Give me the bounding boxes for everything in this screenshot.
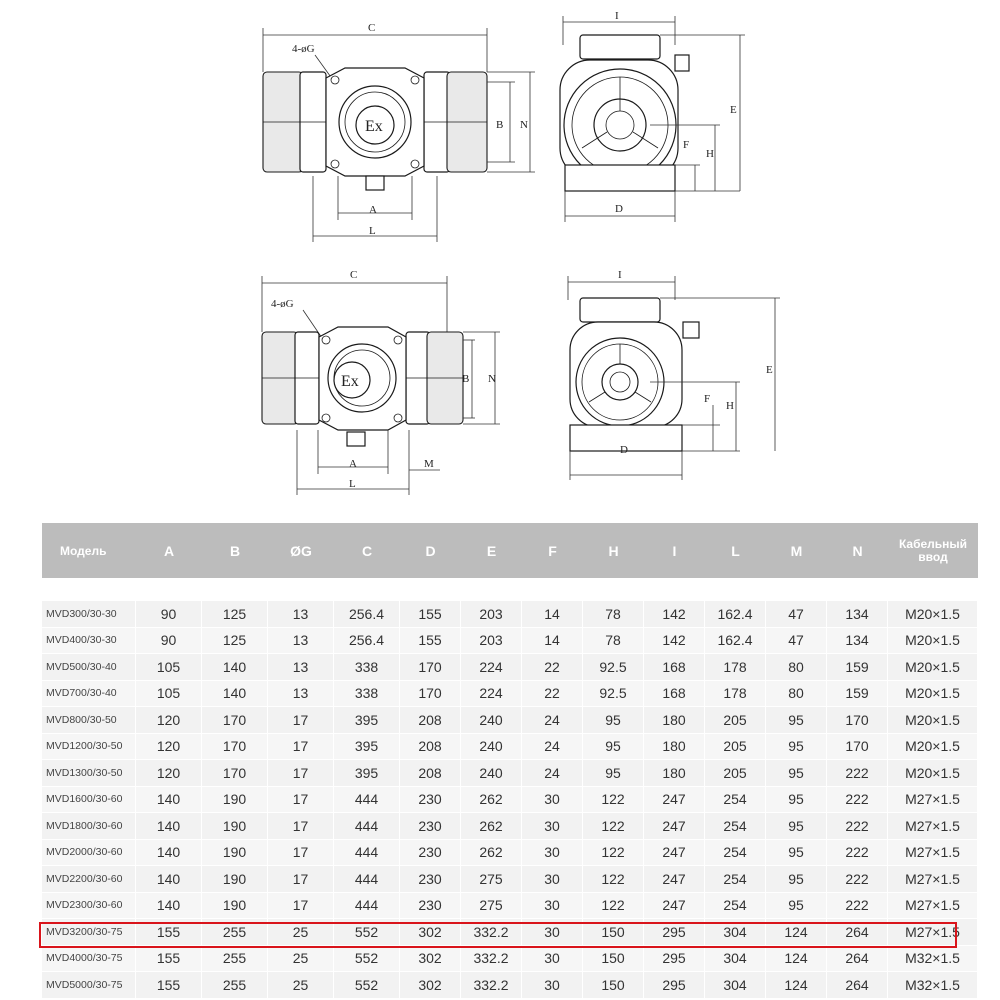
table-row	[42, 601, 978, 628]
side-dim-e-label: E	[730, 104, 737, 116]
value-cell: M20×1.5	[888, 681, 978, 708]
value-cell: 444	[334, 866, 400, 893]
value-cell: 332.2	[461, 919, 522, 946]
value-cell: 155	[400, 601, 461, 628]
value-cell: 30	[522, 866, 583, 893]
value-cell: 552	[334, 919, 400, 946]
side-dim-e-label-2: E	[766, 364, 773, 376]
value-cell: 140	[202, 681, 268, 708]
header-l: L	[705, 523, 766, 578]
value-cell: 30	[522, 813, 583, 840]
value-cell: 255	[202, 972, 268, 999]
value-cell: 247	[644, 787, 705, 814]
value-cell: 92.5	[583, 681, 644, 708]
value-cell: 134	[827, 601, 888, 628]
value-cell: 275	[461, 893, 522, 920]
model-cell: MVD400/30-30	[42, 628, 136, 655]
side-dim-i-label: I	[615, 10, 619, 22]
value-cell: 180	[644, 707, 705, 734]
bottom-side-view	[568, 269, 780, 480]
value-cell: 95	[766, 787, 827, 814]
value-cell: 122	[583, 787, 644, 814]
value-cell: 170	[400, 681, 461, 708]
model-cell: MVD5000/30-75	[42, 972, 136, 999]
table-row	[42, 866, 978, 893]
value-cell: 95	[583, 707, 644, 734]
value-cell: 155	[400, 628, 461, 655]
value-cell: 552	[334, 972, 400, 999]
value-cell: 24	[522, 707, 583, 734]
value-cell: 78	[583, 628, 644, 655]
dim-a-label: A	[369, 204, 377, 216]
dim-g-label-2: 4-øG	[271, 298, 294, 310]
value-cell: 25	[268, 972, 334, 999]
header-b: B	[202, 523, 268, 578]
value-cell: 168	[644, 654, 705, 681]
dim-b-label-2: B	[462, 373, 470, 385]
side-dim-h-label: H	[706, 148, 714, 160]
ex-mark-top: Ex	[365, 118, 383, 135]
dim-m-label: M	[424, 458, 434, 470]
value-cell: M27×1.5	[888, 840, 978, 867]
value-cell: 552	[334, 946, 400, 973]
dim-a-label-2: A	[349, 458, 357, 470]
value-cell: 162.4	[705, 601, 766, 628]
top-side-view	[560, 10, 745, 222]
value-cell: 140	[136, 787, 202, 814]
value-cell: 304	[705, 919, 766, 946]
value-cell: 125	[202, 601, 268, 628]
value-cell: 150	[583, 919, 644, 946]
value-cell: 255	[202, 919, 268, 946]
table-row	[42, 760, 978, 787]
value-cell: 222	[827, 787, 888, 814]
dim-l-label-2: L	[349, 478, 356, 490]
value-cell: 80	[766, 681, 827, 708]
value-cell: 155	[136, 919, 202, 946]
table-row	[42, 787, 978, 814]
value-cell: 140	[136, 866, 202, 893]
value-cell: 444	[334, 813, 400, 840]
value-cell: 13	[268, 601, 334, 628]
value-cell: M20×1.5	[888, 628, 978, 655]
value-cell: 170	[202, 707, 268, 734]
value-cell: 170	[202, 760, 268, 787]
value-cell: 262	[461, 787, 522, 814]
value-cell: 332.2	[461, 946, 522, 973]
value-cell: 262	[461, 813, 522, 840]
value-cell: 240	[461, 707, 522, 734]
value-cell: 178	[705, 654, 766, 681]
table-row	[42, 946, 978, 973]
table-body	[42, 578, 978, 999]
value-cell: 224	[461, 681, 522, 708]
model-cell: MVD3200/30-75	[42, 919, 136, 946]
value-cell: 230	[400, 866, 461, 893]
value-cell: 295	[644, 946, 705, 973]
value-cell: 95	[766, 760, 827, 787]
dim-c-label: C	[368, 22, 376, 34]
value-cell: 208	[400, 760, 461, 787]
value-cell: M20×1.5	[888, 601, 978, 628]
value-cell: 142	[644, 628, 705, 655]
value-cell: 24	[522, 734, 583, 761]
value-cell: 304	[705, 946, 766, 973]
dim-n-label-2: N	[488, 373, 496, 385]
value-cell: 17	[268, 734, 334, 761]
value-cell: 17	[268, 787, 334, 814]
value-cell: 134	[827, 628, 888, 655]
side-dim-h-label-2: H	[726, 400, 734, 412]
value-cell: 222	[827, 760, 888, 787]
value-cell: 17	[268, 840, 334, 867]
side-dim-f-label: F	[683, 139, 690, 151]
value-cell: 264	[827, 946, 888, 973]
value-cell: 17	[268, 760, 334, 787]
value-cell: 150	[583, 972, 644, 999]
header-d: D	[400, 523, 461, 578]
value-cell: 230	[400, 787, 461, 814]
header-n: N	[827, 523, 888, 578]
table-row	[42, 628, 978, 655]
dim-g-label: 4-øG	[292, 43, 315, 55]
value-cell: 105	[136, 681, 202, 708]
value-cell: 155	[136, 946, 202, 973]
model-cell: MVD800/30-50	[42, 707, 136, 734]
header-e: E	[461, 523, 522, 578]
value-cell: 140	[202, 654, 268, 681]
table-row	[42, 707, 978, 734]
value-cell: M20×1.5	[888, 760, 978, 787]
value-cell: 17	[268, 893, 334, 920]
value-cell: 95	[766, 866, 827, 893]
model-cell: MVD1300/30-50	[42, 760, 136, 787]
value-cell: 170	[202, 734, 268, 761]
header-cable: Кабельный ввод	[888, 523, 978, 578]
value-cell: 254	[705, 840, 766, 867]
value-cell: 90	[136, 601, 202, 628]
table-row	[42, 893, 978, 920]
value-cell: 190	[202, 840, 268, 867]
table-row	[42, 840, 978, 867]
value-cell: 255	[202, 946, 268, 973]
value-cell: 105	[136, 654, 202, 681]
value-cell: 230	[400, 813, 461, 840]
value-cell: 190	[202, 813, 268, 840]
value-cell: 13	[268, 654, 334, 681]
header-c: C	[334, 523, 400, 578]
header-model: Модель	[42, 523, 136, 578]
value-cell: M27×1.5	[888, 787, 978, 814]
value-cell: M20×1.5	[888, 734, 978, 761]
value-cell: 168	[644, 681, 705, 708]
value-cell: 395	[334, 734, 400, 761]
top-front-view	[263, 22, 535, 242]
value-cell: 230	[400, 840, 461, 867]
value-cell: M32×1.5	[888, 946, 978, 973]
model-cell: MVD2000/30-60	[42, 840, 136, 867]
value-cell: 140	[136, 813, 202, 840]
value-cell: 295	[644, 972, 705, 999]
value-cell: 224	[461, 654, 522, 681]
model-cell: MVD2300/30-60	[42, 893, 136, 920]
value-cell: 338	[334, 681, 400, 708]
value-cell: 30	[522, 787, 583, 814]
bottom-front-view	[262, 269, 500, 495]
value-cell: 247	[644, 840, 705, 867]
model-cell: MVD1800/30-60	[42, 813, 136, 840]
value-cell: 247	[644, 813, 705, 840]
value-cell: 170	[400, 654, 461, 681]
model-cell: MVD1200/30-50	[42, 734, 136, 761]
value-cell: 150	[583, 946, 644, 973]
value-cell: 122	[583, 893, 644, 920]
value-cell: 180	[644, 760, 705, 787]
value-cell: 95	[766, 734, 827, 761]
model-cell: MVD300/30-30	[42, 601, 136, 628]
value-cell: 140	[136, 840, 202, 867]
value-cell: 95	[766, 893, 827, 920]
value-cell: 208	[400, 707, 461, 734]
value-cell: 125	[202, 628, 268, 655]
value-cell: 22	[522, 654, 583, 681]
value-cell: 13	[268, 628, 334, 655]
value-cell: 190	[202, 787, 268, 814]
value-cell: 302	[400, 972, 461, 999]
value-cell: 444	[334, 893, 400, 920]
dim-n-label: N	[520, 119, 528, 131]
table-row	[42, 654, 978, 681]
value-cell: 122	[583, 840, 644, 867]
value-cell: 222	[827, 866, 888, 893]
header-h: H	[583, 523, 644, 578]
value-cell: 230	[400, 893, 461, 920]
value-cell: 295	[644, 919, 705, 946]
value-cell: 95	[766, 707, 827, 734]
value-cell: M32×1.5	[888, 972, 978, 999]
value-cell: 124	[766, 972, 827, 999]
value-cell: 205	[705, 707, 766, 734]
value-cell: 262	[461, 840, 522, 867]
value-cell: 264	[827, 972, 888, 999]
table-row	[42, 972, 978, 999]
value-cell: 180	[644, 734, 705, 761]
value-cell: M27×1.5	[888, 813, 978, 840]
value-cell: 92.5	[583, 654, 644, 681]
table-row	[42, 681, 978, 708]
value-cell: 444	[334, 787, 400, 814]
value-cell: M27×1.5	[888, 893, 978, 920]
value-cell: 17	[268, 813, 334, 840]
header-a: A	[136, 523, 202, 578]
value-cell: 17	[268, 707, 334, 734]
value-cell: 142	[644, 601, 705, 628]
table-row	[42, 734, 978, 761]
value-cell: 338	[334, 654, 400, 681]
value-cell: M20×1.5	[888, 707, 978, 734]
value-cell: 264	[827, 919, 888, 946]
value-cell: 240	[461, 734, 522, 761]
value-cell: 203	[461, 628, 522, 655]
header-f: F	[522, 523, 583, 578]
value-cell: 95	[583, 734, 644, 761]
value-cell: 222	[827, 840, 888, 867]
value-cell: 47	[766, 628, 827, 655]
value-cell: 30	[522, 972, 583, 999]
value-cell: 90	[136, 628, 202, 655]
value-cell: 170	[827, 734, 888, 761]
value-cell: 124	[766, 919, 827, 946]
value-cell: M27×1.5	[888, 919, 978, 946]
value-cell: 332.2	[461, 972, 522, 999]
side-dim-d-label-2: D	[620, 444, 628, 456]
value-cell: 120	[136, 760, 202, 787]
value-cell: 247	[644, 866, 705, 893]
value-cell: 254	[705, 893, 766, 920]
value-cell: 205	[705, 760, 766, 787]
side-dim-f-label-2: F	[704, 393, 711, 405]
value-cell: 22	[522, 681, 583, 708]
value-cell: 14	[522, 601, 583, 628]
value-cell: 155	[136, 972, 202, 999]
value-cell: 30	[522, 946, 583, 973]
value-cell: 120	[136, 707, 202, 734]
value-cell: 25	[268, 946, 334, 973]
dim-l-label: L	[369, 225, 376, 237]
value-cell: 240	[461, 760, 522, 787]
dim-b-label: B	[496, 119, 504, 131]
header-m: M	[766, 523, 827, 578]
value-cell: 190	[202, 893, 268, 920]
value-cell: 140	[136, 893, 202, 920]
value-cell: 95	[766, 813, 827, 840]
table-header-row	[42, 523, 978, 578]
value-cell: 17	[268, 866, 334, 893]
table-row	[42, 813, 978, 840]
value-cell: 254	[705, 866, 766, 893]
value-cell: 24	[522, 760, 583, 787]
value-cell: 170	[827, 707, 888, 734]
value-cell: 159	[827, 654, 888, 681]
value-cell: 80	[766, 654, 827, 681]
header-i: I	[644, 523, 705, 578]
model-cell: MVD4000/30-75	[42, 946, 136, 973]
value-cell: 122	[583, 813, 644, 840]
side-dim-d-label: D	[615, 203, 623, 215]
value-cell: 304	[705, 972, 766, 999]
value-cell: 275	[461, 866, 522, 893]
value-cell: 178	[705, 681, 766, 708]
model-cell: MVD2200/30-60	[42, 866, 136, 893]
model-cell: MVD1600/30-60	[42, 787, 136, 814]
spec-table	[42, 523, 978, 999]
value-cell: M27×1.5	[888, 866, 978, 893]
value-cell: 30	[522, 919, 583, 946]
value-cell: 120	[136, 734, 202, 761]
value-cell: 302	[400, 946, 461, 973]
value-cell: 30	[522, 840, 583, 867]
value-cell: M20×1.5	[888, 654, 978, 681]
value-cell: 247	[644, 893, 705, 920]
value-cell: 395	[334, 760, 400, 787]
value-cell: 122	[583, 866, 644, 893]
value-cell: 254	[705, 813, 766, 840]
side-dim-i-label-2: I	[618, 269, 622, 281]
value-cell: 444	[334, 840, 400, 867]
value-cell: 203	[461, 601, 522, 628]
value-cell: 124	[766, 946, 827, 973]
value-cell: 302	[400, 919, 461, 946]
value-cell: 78	[583, 601, 644, 628]
value-cell: 222	[827, 893, 888, 920]
table-row	[42, 919, 978, 946]
ex-mark-bottom: Ex	[341, 373, 359, 390]
value-cell: 254	[705, 787, 766, 814]
value-cell: 205	[705, 734, 766, 761]
value-cell: 395	[334, 707, 400, 734]
dim-c-label-2: C	[350, 269, 358, 281]
value-cell: 30	[522, 893, 583, 920]
value-cell: 95	[766, 840, 827, 867]
value-cell: 256.4	[334, 628, 400, 655]
value-cell: 47	[766, 601, 827, 628]
value-cell: 13	[268, 681, 334, 708]
model-cell: MVD500/30-40	[42, 654, 136, 681]
model-cell: MVD700/30-40	[42, 681, 136, 708]
value-cell: 208	[400, 734, 461, 761]
value-cell: 95	[583, 760, 644, 787]
value-cell: 159	[827, 681, 888, 708]
value-cell: 162.4	[705, 628, 766, 655]
value-cell: 222	[827, 813, 888, 840]
value-cell: 14	[522, 628, 583, 655]
value-cell: 256.4	[334, 601, 400, 628]
value-cell: 190	[202, 866, 268, 893]
header-g: ØG	[268, 523, 334, 578]
value-cell: 25	[268, 919, 334, 946]
